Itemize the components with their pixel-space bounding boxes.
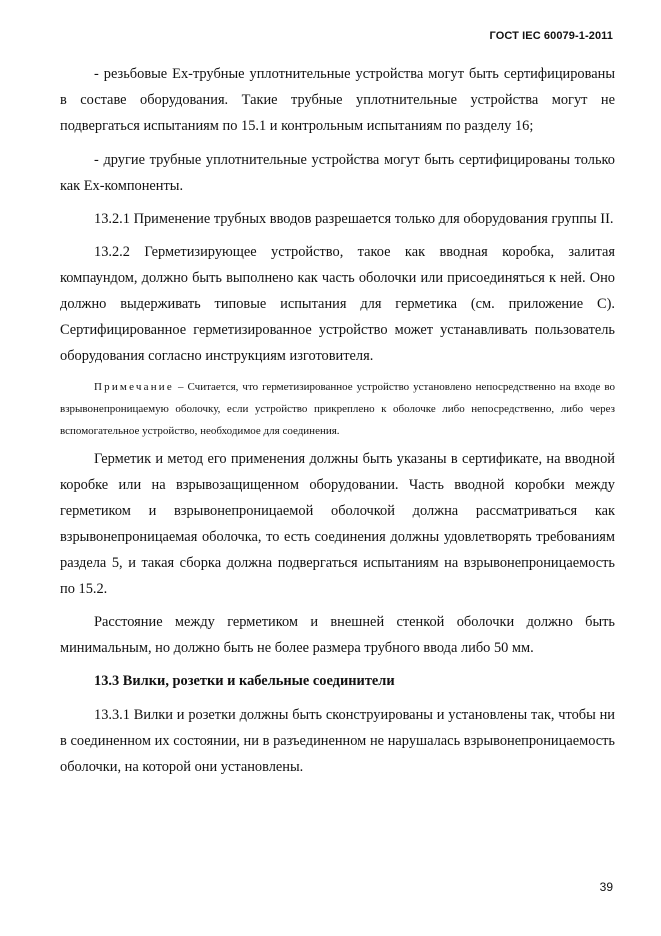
paragraph-sealant: Герметик и метод его применения должны быть указаны в сертификате, на вводной коробке или на взрывозащищенном оборудовании. Часть вводной коробки между герметиком и взрывонепроницаемой оболочкой должна рассматриваться как взрывонепроницаемая оболочка, то есть соединения должны удовлетворять требованиям раздела 5, и такая сборка должна подвергаться испытаниям на взрывонепроницаемость по 15.2.: [60, 451, 615, 597]
paragraph-13-2-1: 13.2.1 Применение трубных вводов разрешается только для оборудования группы II.: [94, 211, 614, 227]
paragraph-13-3-1: 13.3.1 Вилки и розетки должны быть сконструированы и установлены так, чтобы ни в соединенном их состоянии, ни в разъединенном не нарушалась взрывонепроницаемость оболочки, на которой они установлены.: [60, 707, 615, 775]
note-text: – Считается, что герметизированное устройство установлено непосредственно на входе во взрывонепроницаемую оболочку, если устройство прикреплено к оболочке либо непосредственно, либо через вспомогательное устройство, необходимое для соединения.: [60, 381, 615, 437]
note: [60, 376, 615, 442]
note-label: Примечание: [94, 381, 174, 393]
paragraph-threaded-seals: - резьбовые Ex-трубные уплотнительные устройства могут быть сертифицированы в составе оборудования. Такие трубные уплотнительные устройства могут не подвергаться испытаниям по 15.1 и контрольным испытаниям по разделу 16;: [60, 66, 615, 134]
paragraph-13-2-2: 13.2.2 Герметизирующее устройство, такое как вводная коробка, залитая компаундом, должно быть выполнено как часть оболочки или присоединяться к ней. Оно должно выдерживать типовые испытания для герметика (см. приложение С). Сертифицированное герметизированное устройство может устанавливать пользователь оборудования согласно инструкциям изготовителя.: [60, 244, 615, 364]
paragraph-other-seals: - другие трубные уплотнительные устройства могут быть сертифицированы только как Ex-компоненты.: [60, 152, 615, 194]
page-number: 39: [599, 880, 613, 894]
document-body: [60, 61, 615, 787]
document-header: ГОСТ IEC 60079-1-2011: [489, 30, 613, 42]
paragraph-distance: Расстояние между герметиком и внешней стенкой оболочки должно быть минимальным, но должно быть не более размера трубного ввода либо 50 мм.: [60, 614, 615, 656]
section-heading-13-3: 13.3 Вилки, розетки и кабельные соединители: [94, 673, 395, 689]
